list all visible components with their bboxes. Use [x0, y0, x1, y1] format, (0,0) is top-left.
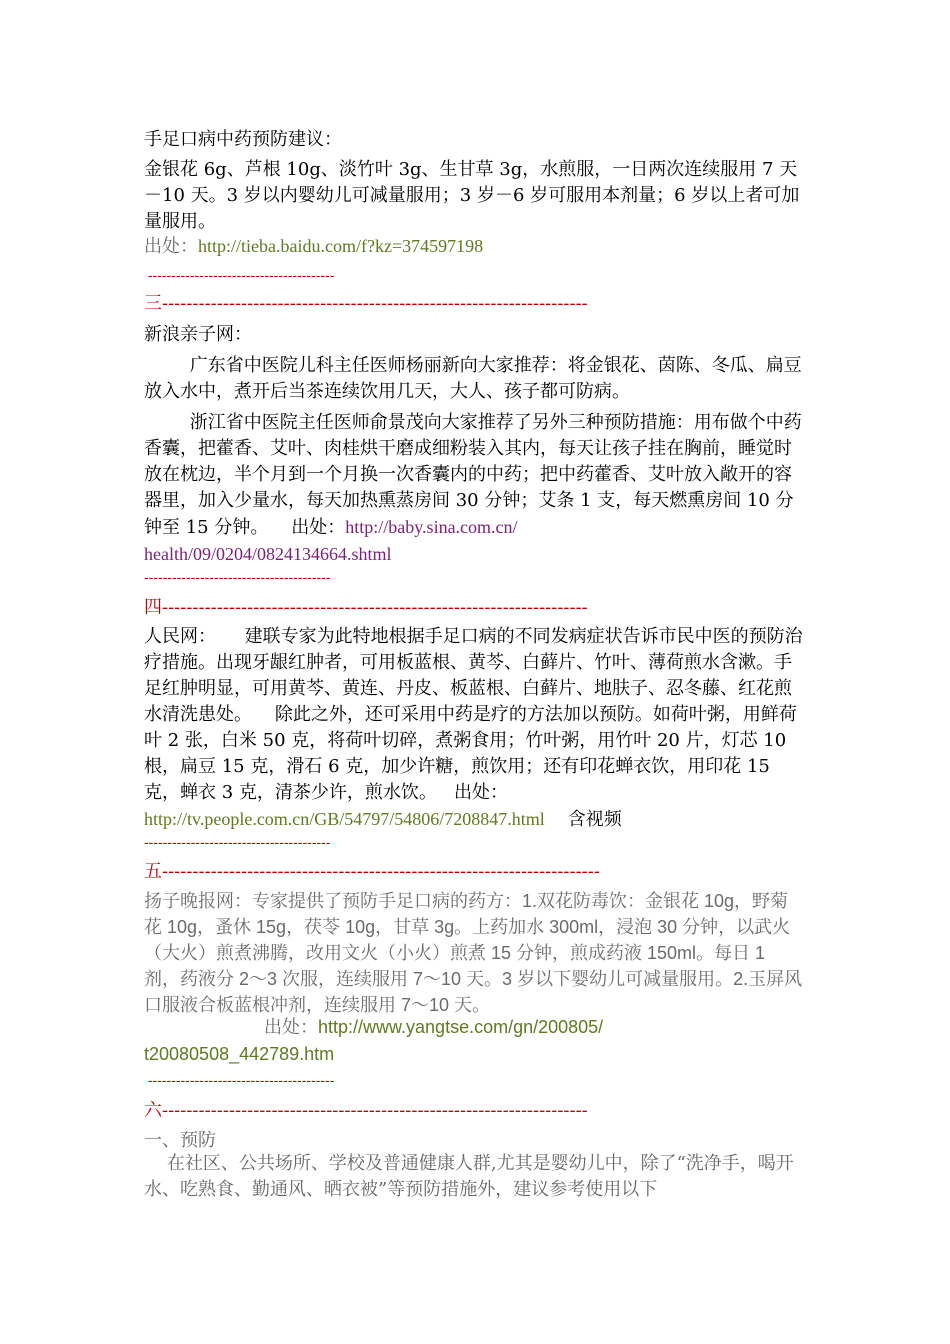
- separator-line: ----------------------------------------: [144, 1072, 335, 1088]
- separator-line: ----------------------------------------: [144, 569, 331, 585]
- source-label: 出处：: [144, 236, 198, 257]
- source-link-continued[interactable]: t20080508_442789.htm: [144, 1044, 335, 1064]
- source-link[interactable]: http://baby.sina.com.cn/: [345, 517, 518, 537]
- source-link-continued[interactable]: health/09/0204/0824134664.shtml: [144, 544, 392, 564]
- separator-line: ----------------------------------------: [144, 267, 335, 283]
- paragraph: 在社区、公共场所、学校及普通健康人群,尤其是婴幼儿中，除了“洗净手，喝开水、吃熟食、勤通风、晒衣被”等预防措施外，建议参考使用以下: [144, 1153, 794, 1200]
- paragraph: 扬子晚报网：专家提供了预防手足口病的药方：1.双花防毒饮：金银花 10g，野菊花 10g，蚤休 15g，茯苓 10g，甘草 3g。上药加水 300ml，浸泡 30 分钟，以武火（大火）煎煮沸腾，改用文火（小火）煎煮 15 分钟，煎成药液 150ml。每日 1 剂，药液分 2～3 次服，连续服用 7～10 天。3 岁以下婴幼儿可减量服用。2.玉屏风口服液合板蓝根冲剂，连续服用 7～10 天。: [144, 891, 803, 1015]
- source-label: 出处：: [264, 1017, 318, 1037]
- paragraph: 广东省中医院儿科主任医师杨丽新向大家推荐：将金银花、茵陈、冬瓜、扁豆放入水中，煮开后当茶连续饮用几天，大人、孩子都可防病。: [144, 355, 802, 402]
- source-line: [144, 233, 804, 260]
- source-link[interactable]: http://tieba.baidu.com/f?kz=374597198: [198, 236, 484, 256]
- paragraph-text: 人民网： 建联专家为此特地根据手足口病的不同发病症状告诉市民中医的预防治疗措施。出现牙龈红肿者，可用板蓝根、黄芩、白藓片、竹叶、薄荷煎水含漱。手足红肿明显，可用黄芩、黄连、丹皮、板蓝根、白藓片、地肤子、忍冬藤、红花煎水清洗患处。 除此之外，还可采用中药是疗的方法加以预防。如荷叶粥，用鲜荷叶 2 张，白米 50 克，将荷叶切碎，煮粥食用；竹叶粥，用竹叶 20 片，灯芯 10 根，扁豆 15 克，滑石 6 克，加少许糖，煎饮用；还有印花蝉衣饮，用印花 15 克，蝉衣 3 克，清茶少许，煎水饮。 出处：: [144, 626, 803, 803]
- paragraph: [144, 410, 804, 568]
- section-heading-3: 三----------------------------------------------------------------------: [144, 293, 588, 314]
- section-body: 金银花 6g、芦根 10g、淡竹叶 3g、生甘草 3g，水煎服，一日两次连续服用 7 天－10 天。3 岁以内婴幼儿可减量服用；3 岁－6 岁可服用本剂量；6 岁以上者可加量服用。: [144, 159, 800, 232]
- paragraph: [144, 624, 804, 833]
- section-heading-5: 五------------------------------------------------------------------------: [144, 861, 600, 882]
- source-link[interactable]: http://tv.people.com.cn/GB/54797/54806/7208847.html: [144, 809, 545, 829]
- separator-line: ----------------------------------------: [144, 834, 331, 850]
- site-name: 新浪亲子网：: [144, 324, 252, 345]
- section-title: 一、预防: [144, 1130, 216, 1151]
- section-title: 手足口病中药预防建议：: [144, 129, 342, 150]
- source-line: [144, 1014, 804, 1068]
- section-heading-6: 六----------------------------------------------------------------------: [144, 1100, 588, 1121]
- source-note: 含视频: [567, 809, 622, 830]
- section-heading-4: 四----------------------------------------------------------------------: [144, 597, 588, 618]
- paragraph-text: 浙江省中医院主任医师俞景茂向大家推荐了另外三种预防措施：用布做个中药香囊，把藿香、艾叶、肉桂烘干磨成细粉装入其内，每天让孩子挂在胸前，睡觉时放在枕边，半个月到一个月换一次香囊内的中药；把中药藿香、艾叶放入敞开的容器里，加入少量水，每天加热熏蒸房间 30 分钟；艾条 1 支，每天燃熏房间 10 分钟至 15 分钟。 出处：: [144, 412, 802, 538]
- source-link[interactable]: http://www.yangtse.com/gn/200805/: [318, 1017, 604, 1037]
